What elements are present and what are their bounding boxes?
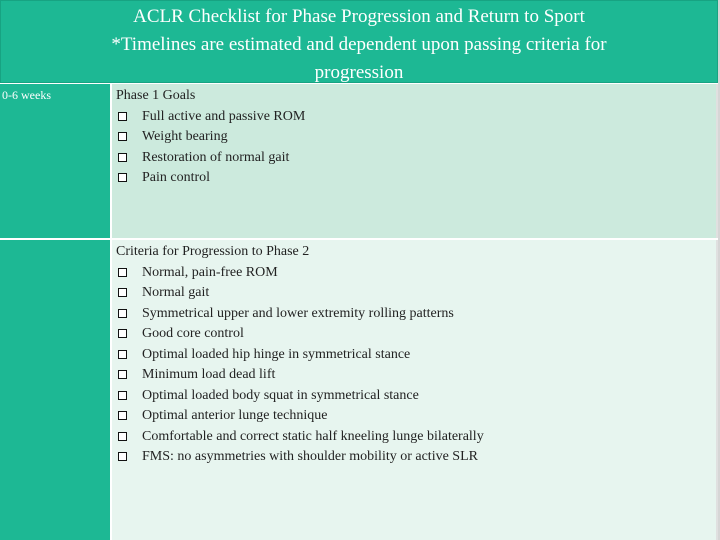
checkbox-icon[interactable] <box>118 452 127 461</box>
checklist-item[interactable] <box>116 168 305 189</box>
checklist-item[interactable] <box>116 365 484 386</box>
checklist-item-label: Optimal loaded hip hinge in symmetrical stance <box>142 346 411 362</box>
checklist-item-label: Optimal anterior lunge technique <box>142 408 328 423</box>
checklist-item-label: Minimum load dead lift <box>142 367 276 382</box>
checklist-item[interactable] <box>116 263 484 284</box>
checklist-item-label: Full active and passive ROM <box>142 108 306 124</box>
slide-title <box>0 0 718 83</box>
phase1-goals-list <box>116 107 305 189</box>
checkbox-icon[interactable] <box>118 432 127 441</box>
checkbox-icon[interactable] <box>118 173 127 182</box>
checklist-item-label: Symmetrical upper and lower extremity rolling patterns <box>142 305 454 321</box>
checklist-item-label: Restoration of normal gait <box>142 149 290 165</box>
checkbox-icon[interactable] <box>118 268 127 277</box>
checklist-item[interactable] <box>116 148 305 169</box>
checklist-item[interactable] <box>116 283 484 304</box>
checklist-item-label: FMS: no asymmetries with shoulder mobility or active SLR <box>142 449 478 464</box>
checklist-item-label: Optimal loaded body squat in symmetrical stance <box>142 387 419 403</box>
checkbox-icon[interactable] <box>118 132 127 141</box>
timeframe-cell <box>0 84 112 238</box>
checklist-item[interactable] <box>116 406 484 427</box>
phase2-criteria-cell <box>112 240 718 540</box>
checkbox-icon[interactable] <box>118 370 127 379</box>
phase2-criteria-list <box>116 263 484 468</box>
checklist-item-label: Pain control <box>142 170 211 185</box>
checkbox-icon[interactable] <box>118 309 127 318</box>
checkbox-icon[interactable] <box>118 350 127 359</box>
phase1-goals-cell <box>112 84 718 238</box>
checkbox-icon[interactable] <box>118 288 127 297</box>
checkbox-icon[interactable] <box>118 411 127 420</box>
checklist-item[interactable] <box>116 127 305 148</box>
checklist-item-label: Normal gait <box>142 285 210 300</box>
checklist-item[interactable] <box>116 304 484 325</box>
timeframe-label: 0-6 weeks <box>2 88 51 102</box>
checklist-item[interactable] <box>116 386 484 407</box>
checkbox-icon[interactable] <box>118 153 127 162</box>
checkbox-icon[interactable] <box>118 112 127 121</box>
checklist-item-label: Normal, pain-free ROM <box>142 264 278 280</box>
checklist-item-label: Good core control <box>142 326 244 341</box>
phase2-criteria-heading: Criteria for Progression to Phase 2 <box>116 244 310 259</box>
checklist-item[interactable] <box>116 107 305 128</box>
checklist-item-label: Weight bearing <box>142 129 228 144</box>
checklist-item[interactable] <box>116 427 484 448</box>
timeframe-cell-continued <box>0 240 112 540</box>
checklist-item[interactable] <box>116 345 484 366</box>
checkbox-icon[interactable] <box>118 329 127 338</box>
checkbox-icon[interactable] <box>118 391 127 400</box>
checklist-item-label: Comfortable and correct static half kneeling lunge bilaterally <box>142 428 484 444</box>
phase1-goals-heading: Phase 1 Goals <box>116 88 196 103</box>
checklist-item[interactable] <box>116 324 484 345</box>
title-line-1: ACLR Checklist for Phase Progression and Return to Sport <box>133 6 585 27</box>
title-line-2: *Timelines are estimated and dependent upon passing criteria for <box>111 34 607 55</box>
checklist-item[interactable] <box>116 447 484 468</box>
title-line-3: progression <box>314 62 404 83</box>
